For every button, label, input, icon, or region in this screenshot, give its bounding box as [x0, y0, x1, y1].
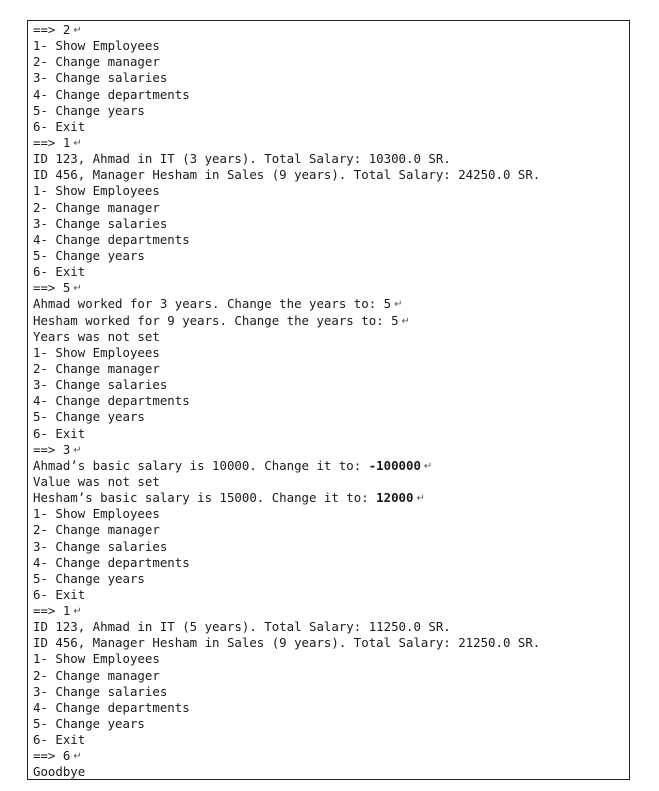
console-line	[33, 393, 540, 409]
console-line-text: 6- Exit	[33, 586, 86, 602]
console-line	[33, 426, 540, 442]
console-line	[33, 668, 540, 684]
return-key-icon	[73, 751, 81, 762]
console-line	[33, 571, 540, 587]
console-line-text: Value was not set	[33, 473, 160, 489]
console-line	[33, 651, 540, 667]
console-line-text: 2- Change manager	[33, 54, 160, 70]
console-line	[33, 748, 540, 764]
console-line-text: 5- Change years	[33, 716, 145, 732]
console-line-text: 6- Exit	[33, 264, 86, 280]
console-line-text: ==> 5	[33, 280, 71, 296]
console-line-text: 4- Change departments	[33, 554, 190, 570]
console-line-text: Ahmad’s basic salary is 10000. Change it to:	[33, 457, 369, 473]
console-line-text: 1- Show Employees	[33, 651, 160, 667]
console-line-text: ==> 2	[33, 22, 71, 37]
console-line	[33, 119, 540, 135]
return-key-icon	[73, 25, 81, 36]
console-line-text: 2- Change manager	[33, 667, 160, 683]
console-line	[33, 70, 540, 86]
console-line-text: 4- Change departments	[33, 231, 190, 247]
console-line	[33, 474, 540, 490]
console-line	[33, 22, 540, 38]
console-line-text: ==> 1	[33, 603, 71, 619]
console-line	[33, 38, 540, 54]
console-line-text: 2- Change manager	[33, 522, 160, 538]
console-line-text: 3- Change salaries	[33, 70, 168, 86]
console-line	[33, 345, 540, 361]
console-line	[33, 684, 540, 700]
return-key-icon	[394, 299, 402, 310]
console-line-text: 1- Show Employees	[33, 183, 160, 199]
console-line-text: Hesham worked for 9 years. Change the years to: 5	[33, 312, 399, 328]
console-line	[33, 361, 540, 377]
console-line	[33, 183, 540, 199]
console-line-text: ID 123, Ahmad in IT (5 years). Total Salary: 11250.0 SR.	[33, 619, 451, 635]
console-line-text: 3- Change salaries	[33, 683, 168, 699]
console-line-text: 1- Show Employees	[33, 38, 160, 54]
console-line	[33, 313, 540, 329]
console-line	[33, 409, 540, 425]
console-line-text: 2- Change manager	[33, 199, 160, 215]
console-line-text: ID 456, Manager Hesham in Sales (9 years). Total Salary: 24250.0 SR.	[33, 167, 541, 183]
console-line	[33, 103, 540, 119]
console-output	[33, 22, 540, 781]
console-line	[33, 635, 540, 651]
return-key-icon	[424, 461, 432, 472]
console-line	[33, 87, 540, 103]
console-line-text: Hesham’s basic salary is 15000. Change it to:	[33, 490, 377, 506]
console-line	[33, 458, 540, 474]
console-line-text: 6- Exit	[33, 425, 86, 441]
console-line-text: ==> 1	[33, 134, 71, 150]
console-line	[33, 603, 540, 619]
console-line	[33, 506, 540, 522]
console-line	[33, 167, 540, 183]
console-line-text: 2- Change manager	[33, 360, 160, 376]
console-line-text: Ahmad worked for 3 years. Change the years to: 5	[33, 296, 392, 312]
console-line-text: 3- Change salaries	[33, 538, 168, 554]
console-line	[33, 716, 540, 732]
console-line	[33, 135, 540, 151]
console-line	[33, 264, 540, 280]
console-line	[33, 619, 540, 635]
console-line	[33, 442, 540, 458]
return-key-icon	[416, 493, 424, 504]
console-line	[33, 296, 540, 312]
console-line-text: 3- Change salaries	[33, 377, 168, 393]
return-key-icon	[73, 283, 81, 294]
console-line	[33, 700, 540, 716]
console-line-text: ==> 3	[33, 441, 71, 457]
console-line	[33, 587, 540, 603]
console-line	[33, 539, 540, 555]
console-line	[33, 200, 540, 216]
return-key-icon	[402, 316, 410, 327]
console-line-text: 1- Show Employees	[33, 506, 160, 522]
console-line	[33, 555, 540, 571]
console-line	[33, 490, 540, 506]
console-line-text: 3- Change salaries	[33, 215, 168, 231]
console-line	[33, 151, 540, 167]
console-line-text: 4- Change departments	[33, 86, 190, 102]
return-key-icon	[73, 138, 81, 149]
console-line-text: 5- Change years	[33, 102, 145, 118]
console-line-text: 1- Show Employees	[33, 344, 160, 360]
console-line-text: 5- Change years	[33, 570, 145, 586]
console-line	[33, 248, 540, 264]
return-key-icon	[73, 445, 81, 456]
console-line-text: ==> 6	[33, 748, 71, 764]
console-line	[33, 54, 540, 70]
console-line	[33, 522, 540, 538]
console-line	[33, 329, 540, 345]
console-line	[33, 216, 540, 232]
console-line-text: ID 123, Ahmad in IT (3 years). Total Salary: 10300.0 SR.	[33, 151, 451, 167]
return-key-icon	[73, 606, 81, 617]
console-line-user-input: -100000	[368, 457, 421, 473]
console-line	[33, 377, 540, 393]
console-line-text: 4- Change departments	[33, 393, 190, 409]
console-line-text: 5- Change years	[33, 409, 145, 425]
console-line-text: Goodbye	[33, 764, 86, 780]
console-line-text: Years was not set	[33, 328, 160, 344]
console-line	[33, 280, 540, 296]
console-line-text: 6- Exit	[33, 732, 86, 748]
console-line	[33, 232, 540, 248]
console-output-frame	[27, 20, 630, 780]
console-line-text: 6- Exit	[33, 118, 86, 134]
console-line-user-input: 12000	[376, 490, 414, 506]
console-line-text: 4- Change departments	[33, 699, 190, 715]
console-line	[33, 764, 540, 780]
console-line-text: ID 456, Manager Hesham in Sales (9 years). Total Salary: 21250.0 SR.	[33, 635, 541, 651]
console-line	[33, 732, 540, 748]
console-line-text: 5- Change years	[33, 247, 145, 263]
